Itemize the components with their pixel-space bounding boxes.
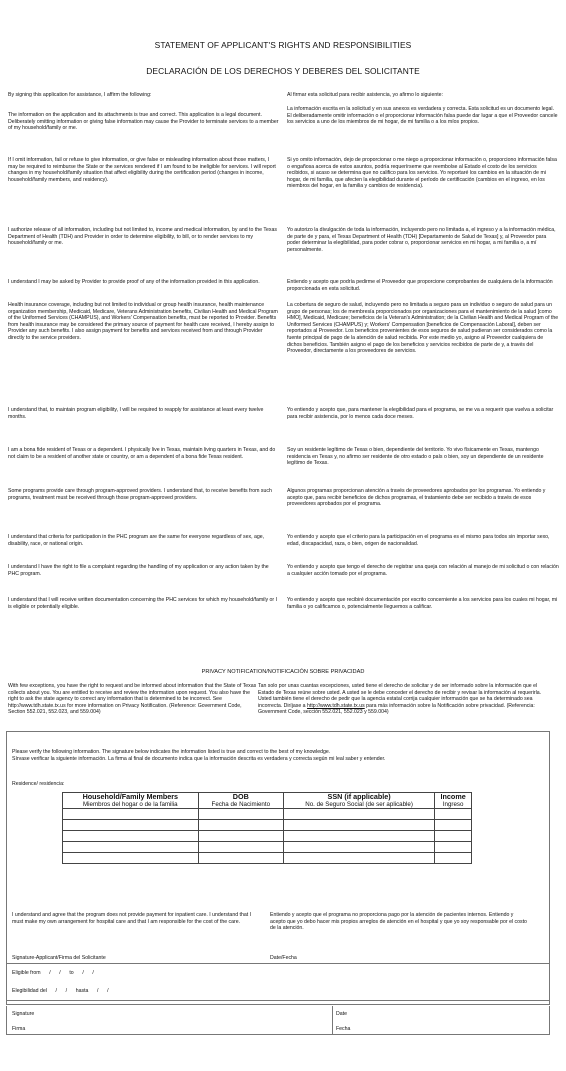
paragraph-es: Algunos programas proporcionan atención a través de proveedores aprobados por los programas. Yo entiendo y acepto que, para recibir beneficios de dichos programas, el tratamiento debe ser recibido a través de esos proveedores aprobados por el programa. [287,488,546,508]
paragraph-en: The information on the application and its attachments is true and correct. This application is a legal document. Deliberately omitting information or giving false information may cause the Provider to terminate services to a member of my household/family or me. [8,112,279,132]
paragraph-es: Soy un residente legítimo de Texas o bien, dependiente del territorio. Yo vivo físicamente en Texas, mantengo residencia en Texas y, no afirmo ser residente de otro estado o país o bien, soy un dependiente de un residente legítimo de Texas. [287,447,544,467]
paragraph-en: I understand that I will receive written documentation concerning the PHC services for which my household/family or I is eligible or potentially eligible. [8,597,278,610]
privacy-en-part: for more information on Privacy Notification. (Reference: Government Code, Section 552.021, 552.023, and 559.004) [8,702,242,716]
divider [6,963,550,964]
table-cell[interactable] [198,820,283,831]
table-cell[interactable] [198,842,283,853]
paragraph-es: Yo autorizo la divulgación de toda la información, incluyendo pero no limitada a, el ingreso y a la información médica, de parte de y para, el Texas Department of Health (TDH) [Departamento de Salud de Texas] y, al Proveedor para poder determinar la elegibilidad, para poder cobrar o, proporcionar servicios en mi hogar, a mi familia o, a mí personalmente. [287,227,556,253]
privacy-link-es[interactable]: http://www.tdh.state.tx.us [307,702,365,709]
table-row[interactable] [63,820,472,831]
col-header-es: Ingreso [442,801,464,808]
divider [332,1006,333,1035]
firma-label: Firma [12,1026,26,1032]
col-header-en: DOB [232,792,249,801]
table-cell[interactable] [435,809,472,820]
col-header-es: Miembros del hogar o de la familia [83,801,178,808]
paragraph-es: La cobertura de seguro de salud, incluyendo pero no limitada a seguro para un individuo o seguro de salud para un grupo de personas; los de membresía proporcionados por organizaciones para el mantenimiento de la salud [como HMO], Medicaid, Medicare; beneficios de la Veteran's Administration; de la Civilian Health and Medical Program of the Uniformed Services (CHAMPUS) y; Workers' Compensation [beneficios de Compensación Laboral], deben ser reportados al Proveedor. Los beneficios provenientes de esos seguros de salud pudieran ser considerados como la fuente principal de pago de la atención de salud recibida. Por este medio yo, asigno al Proveedor cualquiera de dichos beneficios. También asigno el pago de los beneficios y servicios recibidos de parte de y, a través del Proveedor, directamente a los proveedores de servicios. [287,302,559,355]
table-cell[interactable] [283,809,434,820]
privacy-en-part: With few exceptions, you have the right to request and be informed about information that the State of Texas collects about you. You are entitled to receive and review the information upon request. You also have the right to ask the state agency to correct any information that is determined to be incorrect. See [8,683,257,703]
paragraph-es: Yo entiendo y acepto que, para mantener la elegibilidad para el programa, se me va a requerir que vuelva a solicitar para recibir asistencia, por lo menos cada doce meses. [287,407,554,420]
paragraph-en: I authorize release of all information, including but not limited to, income and medical information, by and to the Texas Department of Health (TDH) and Provider in order to determine eligibility, to bill, or to render services to my household/family or me. [8,227,277,247]
verify-es: Sírvase verificar la siguiente información. La firma al final de documento indica que la información descrita es verdadera y correcta según mi leal saber y entender. [12,755,386,762]
table-cell[interactable] [63,842,199,853]
privacy-text-en [8,683,260,716]
table-row[interactable] [63,853,472,864]
residence-label: Residence/ residencia: [12,781,65,787]
paragraph-en: If I omit information, fail or refuse to give information, or give false or misleading information about those matters, I may be required to reimburse the State or the services rendered if I am found to be ineligible for services. I will report changes in my household/family situation that affect eligibility during the certification period (changes in income, household/family members, and residency). [8,157,276,183]
applicant-signature-label: Signature-Applicant/Firma del Solicitante [12,955,106,961]
paragraph-es: Al firmar esta solicitud para recibir asistencia, yo afirmo lo siguiente: [287,92,443,98]
table-cell[interactable] [63,831,199,842]
paragraph-en: By signing this application for assistance, I affirm the following: [8,92,152,98]
table-cell[interactable] [283,853,434,864]
applicant-date-label: Date/Fecha [270,955,297,961]
date-label[interactable]: Date [336,1011,347,1017]
inpatient-statement-en: I understand and agree that the program does not provide payment for inpatient care. I understand that I must make my own arrangement for hospital care and that I am responsible for the cost of the care. [12,912,252,925]
table-row[interactable] [63,831,472,842]
table-cell[interactable] [63,809,199,820]
table-cell[interactable] [283,842,434,853]
col-header [435,793,472,809]
table-cell[interactable] [435,831,472,842]
paragraph-es: Si yo omito información, dejo de proporcionar o me niego a proporcionar información o, proporciono información falsa o engañosa acerca de estos asuntos, podría requerírseme que reembolse al Estado el costo de los servicios recibidos, si acaso se determina que no califico para los servicios. Yo reportaré los cambios en la situación de mi hogar, de mi familia, que afecten la elegibilidad durante el período de certificación (cambios en el ingreso, en los miembros del hogar, en la familia y cambios de residencia). [287,157,557,190]
paragraph-en: I am a bona fide resident of Texas or a dependent. I physically live in Texas, maintain living quarters in Texas, and do not claim to be a resident of another state or country, or am a dependent of a bona fide Texas resident. [8,447,276,460]
col-header-es: No. de Seguro Social (de ser aplicable) [305,801,413,808]
table-cell[interactable] [283,831,434,842]
col-header [63,793,199,809]
paragraph-en: Health insurance coverage, including but not limited to individual or group health insurance, health maintenance organization membership, Medicaid, Medicare, Veterans Administration benefits, Civilian Health and Medical Program of the Uniformed Services (CHAMPUS), and Workers' Compensation benefits, must be reported to Provider. Benefits from health insurance may be considered the primary source of payment for health care received, I hereby assign to Provider any such benefits. I also assign payment for benefits and services received from and through Provider directly to the service providers. [8,302,278,341]
verify-statement [12,749,548,762]
fecha-label: Fecha [336,1026,351,1032]
table-header-row [63,793,472,809]
col-header-en: Income [440,792,466,801]
paragraph-en: Some programs provide care through program-approved providers. I understand that, to receive benefits from such programs, treatment must be received through those program-approved providers. [8,488,272,501]
col-header-en: Household/Family Members [82,792,179,801]
paragraph-es: La información escrita en la solicitud y en sus anexos es verdadera y correcta. Esta solicitud es un documento legal. El deliberadamente omitir información o el proporcionar información falsa puede dar lugar a que el Proveedor cancele los servicios a uno de los miembros de mi hogar, de mi familia o a los míos propios. [287,106,558,126]
paragraph-es: Yo entiendo y acepto que tengo el derecho de registrar una queja con relación al manejo de mi solicitud o con relación a cualquier acción tomado por el programa. [287,564,559,577]
col-header [283,793,434,809]
signature-label[interactable]: Signature [12,1011,35,1017]
table-cell[interactable] [198,831,283,842]
elegibilidad-field[interactable]: Elegibilidad del / / hasta / / [12,988,109,994]
inpatient-statement-es: Entiendo y acepto que el programa no proporciona pago por la atención de pacientes internos. Entiendo y acepto que yo debo hacer mis propios arreglos de atención en el hospital y que yo soy responsable por el costo de la atención. [270,912,527,932]
paragraph-en: I understand that criteria for participation in the PHC program are the same for everyone regardless of sex, age, disability, race, or national origin. [8,534,265,547]
table-cell[interactable] [63,820,199,831]
table-cell[interactable] [283,820,434,831]
table-cell[interactable] [63,853,199,864]
paragraph-es: Entiendo y acepto que podría pedirme el Proveedor que proporcione comprobantes de cualquiera de la información proporcionada en esta solicitud. [287,279,553,292]
paragraph-es: Yo entiendo y acepto que recibiré documentación por escrito concerniente a los servicios para los cuales mi hogar, mi familia o yo calificamos o, potencialmente lleguemos a calificar. [287,597,558,610]
col-header-en: SSN (if applicable) [327,792,391,801]
col-header-es: Fecha de Nacimiento [211,801,271,808]
privacy-es-part: para más información sobre la Notificación sobre privacidad. (Referencia: Government Code, sección 552.021, 552.023 y 559.004) [258,702,535,716]
table-row[interactable] [63,842,472,853]
staff-signature-box [6,1006,550,1035]
household-table [62,792,472,864]
paragraph-en: I understand I may be asked by Provider to provide proof of any of the information provided in this application. [8,279,260,285]
eligible-from-field[interactable]: Eligible from / / to / / [12,970,94,976]
title-spanish: DECLARACIÓN DE LOS DERECHOS Y DEBERES DEL SOLICITANTE [146,66,420,76]
col-header [198,793,283,809]
table-cell[interactable] [435,853,472,864]
privacy-title: PRIVACY NOTIFICATION/NOTIFICACIÓN SOBRE PRIVACIDAD [201,669,365,675]
paragraph-es: Yo entiendo y acepto que el criterio para la participación en el programa es el mismo para todos sin importar sexo, edad, discapacidad, raza, o bien, origen de nacionalidad. [287,534,550,547]
table-cell[interactable] [435,820,472,831]
table-cell[interactable] [198,853,283,864]
verify-en: Please verify the following information. The signature below indicates the information listed is true and correct to the best of my knowledge. [12,749,331,755]
privacy-text-es [258,683,554,716]
paragraph-en: I understand I have the right to file a complaint regarding the handling of my application or any action taken by the PHC program. [8,564,269,577]
divider [6,1000,550,1001]
privacy-es-part: Tan solo por unas cuantas excepciones, usted tiene el derecho de solicitar y de ser informado sobre la información que el Estado de Texas reúne sobre usted. A usted se le debe conceder el derecho de recibir y revisar la información al requerirla. Usted también tiene el derecho de pedir que la agencia estatal corrija cualquier información que se ha determinado sea incorrecta. Diríjase a [258,683,542,709]
table-row[interactable] [63,809,472,820]
privacy-link-en[interactable]: http://www.tdh.state.tx.us [8,702,66,709]
table-cell[interactable] [198,809,283,820]
paragraph-en: I understand that, to maintain program eligibility, I will be required to reapply for assistance at least every twelve months. [8,407,264,420]
table-cell[interactable] [435,842,472,853]
title-english: STATEMENT OF APPLICANT'S RIGHTS AND RESPONSIBILITIES [154,40,412,50]
